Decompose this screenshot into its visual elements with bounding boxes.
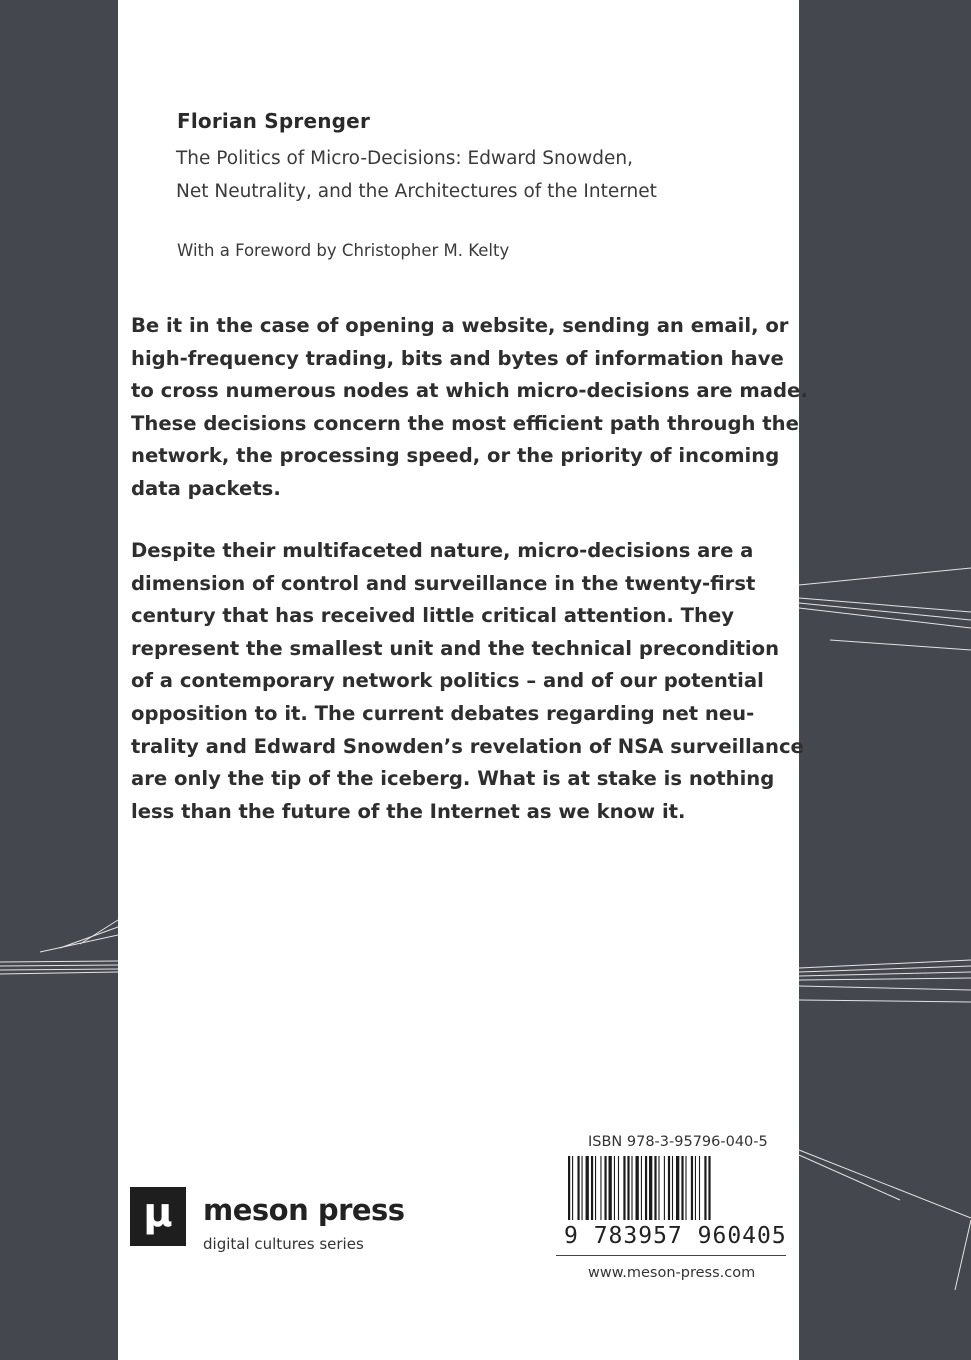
blurb-paragraph-2 [131, 535, 804, 828]
barcode-bar [577, 1156, 579, 1220]
barcode-bar [658, 1156, 659, 1220]
barcode-bar [704, 1156, 706, 1220]
blurb-line: opposition to it. The current debates regarding net neu- [131, 701, 755, 725]
barcode-bar [699, 1156, 700, 1220]
barcode [556, 1156, 790, 1230]
blurb-line: are only the tip of the iceberg. What is at stake is nothing [131, 767, 775, 791]
barcode-bar [641, 1156, 642, 1220]
back-cover-page [118, 0, 808, 1360]
blurb-line: Despite their multifaceted nature, micro-decisions are a [131, 539, 754, 562]
barcode-bar [672, 1156, 673, 1220]
barcode-bar [654, 1156, 656, 1220]
publisher-logo-icon: µ [130, 1187, 186, 1246]
barcode-bar [623, 1156, 625, 1220]
barcode-bar [591, 1156, 593, 1220]
barcode-bar [649, 1156, 652, 1220]
barcode-bar [685, 1156, 686, 1220]
title-line: The Politics of Micro-Decisions: Edward Snowden, [176, 148, 633, 169]
title-line: Net Neutrality, and the Architectures of the Internet [176, 181, 657, 202]
barcode-bar [572, 1156, 573, 1220]
blurb-line: of a contemporary network politics – and of our potential [131, 669, 764, 693]
blurb-line: less than the future of the Internet as we know it. [131, 799, 686, 823]
barcode-bar [668, 1156, 670, 1220]
barcode-bar [595, 1156, 596, 1220]
author-name: Florian Sprenger [177, 109, 371, 133]
barcode-bar [636, 1156, 639, 1220]
barcode-bar [627, 1156, 629, 1220]
isbn-label: ISBN 978-3-95796-040-5 [588, 1134, 768, 1150]
barcode-bar [600, 1156, 601, 1220]
publisher-website: www.meson-press.com [588, 1265, 756, 1281]
barcode-bar [631, 1156, 632, 1220]
blurb-line: These decisions concern the most efficient path through the [131, 411, 799, 435]
blurb-line: dimension of control and surveillance in the twenty-first [131, 571, 756, 595]
foreword-credit: With a Foreword by Christopher M. Kelty [177, 241, 510, 260]
blurb-paragraph-1 [131, 310, 808, 506]
barcode-bar [681, 1156, 683, 1220]
barcode-bar [582, 1156, 583, 1220]
barcode-bar [645, 1156, 647, 1220]
barcode-bar [586, 1156, 589, 1220]
book-title [176, 142, 736, 208]
blurb-line: Be it in the case of opening a website, sending an email, or [131, 314, 789, 337]
blurb-line: represent the smallest unit and the technical precondition [131, 636, 780, 660]
blurb-line: high-frequency trading, bits and bytes of information have [131, 346, 784, 370]
barcode-bar [614, 1156, 615, 1220]
blurb-line: data packets. [131, 476, 281, 500]
barcode-bar [609, 1156, 612, 1220]
barcode-bar [568, 1156, 570, 1220]
barcode-bar [618, 1156, 619, 1220]
publisher-name: meson press [203, 1193, 405, 1227]
blurb-line: network, the processing speed, or the priority of incoming [131, 444, 780, 468]
blurb-line: to cross numerous nodes at which micro-decisions are made. [131, 379, 808, 403]
divider [556, 1255, 786, 1256]
barcode-bar [708, 1156, 710, 1220]
series-name: digital cultures series [203, 1235, 364, 1253]
barcode-bar [604, 1156, 606, 1220]
barcode-bar [664, 1156, 665, 1220]
barcode-bar [676, 1156, 679, 1220]
barcode-bar [691, 1156, 693, 1220]
blurb-line: trality and Edward Snowden’s revelation of NSA surveillance [131, 734, 804, 758]
barcode-bar [695, 1156, 696, 1220]
barcode-digits: 9 783957 960405 [564, 1223, 787, 1249]
blurb-line: century that has received little critical attention. They [131, 604, 735, 628]
